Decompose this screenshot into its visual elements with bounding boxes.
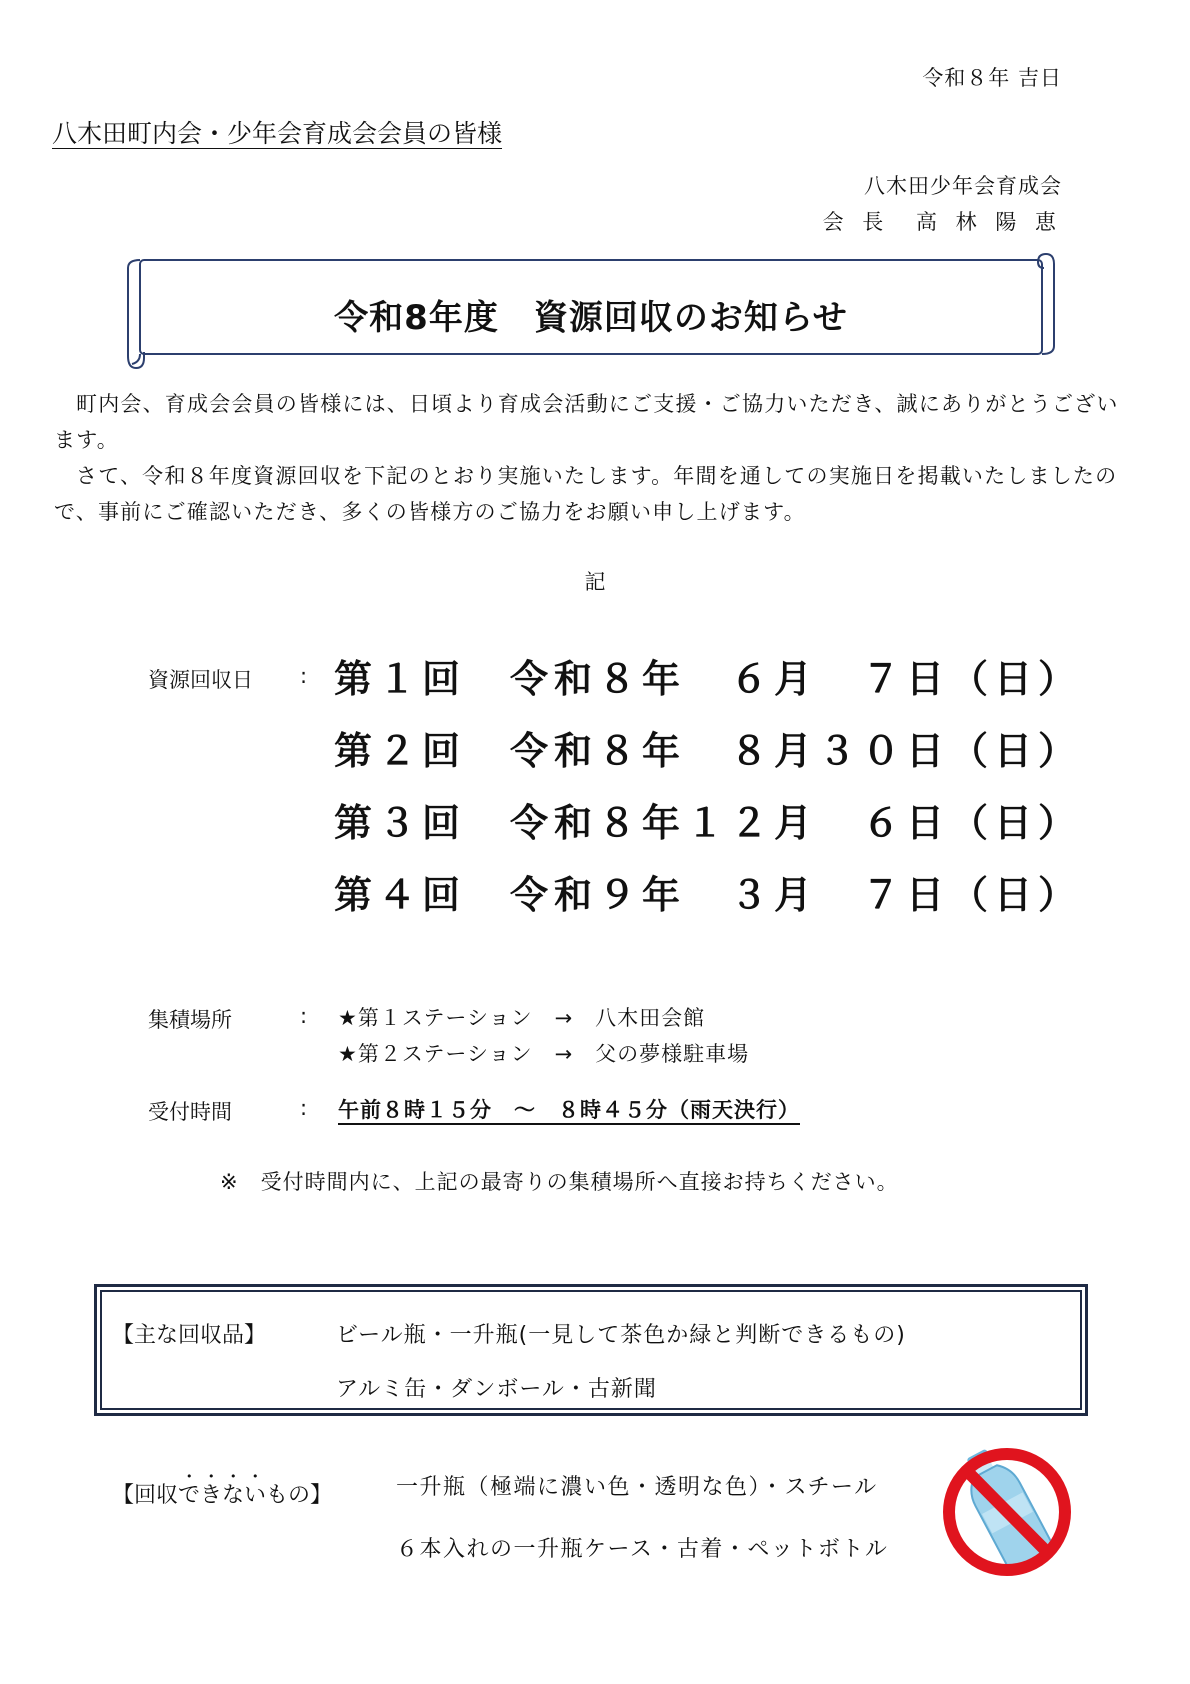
signer-name: 高 林 陽 恵 — [915, 210, 1062, 234]
station-2: ★第２ステーション → 父の夢様駐車場 — [338, 1042, 750, 1066]
not-accepted-line-1: 一升瓶（極端に濃い色・透明な色）・スチール — [396, 1475, 878, 1500]
reception-note: ※ 受付時間内に、上記の最寄りの集積場所へ直接お持ちください。 — [220, 1170, 899, 1194]
not-accepted-label-suffix: もの】 — [266, 1483, 333, 1508]
location-colon: : — [300, 1004, 308, 1028]
reception-time-label: 受付時間 — [148, 1100, 232, 1124]
collection-round-2: 第２回 令和８年 ８月３０日（日） — [334, 729, 1083, 773]
collection-date-colon: : — [300, 664, 308, 688]
not-accepted-label-emphasis: できない — [178, 1483, 267, 1508]
not-accepted-label-prefix: 【回収 — [112, 1483, 179, 1508]
signature-line — [823, 206, 1062, 236]
reception-time-colon: : — [300, 1096, 308, 1120]
main-items-line-2: アルミ缶・ダンボール・古新聞 — [336, 1377, 657, 1402]
intro-paragraph-1: 町内会、育成会会員の皆様には、日頃より育成会活動にご支援・ご協力いただき、誠にありがとうございます。 — [54, 392, 1119, 452]
organization-name: 八木田少年会育成会 — [864, 174, 1062, 198]
ki-heading: 記 — [584, 570, 606, 594]
intro-text — [54, 386, 1140, 530]
no-plastic-bottle-icon — [940, 1440, 1074, 1580]
location-label: 集積場所 — [148, 1008, 232, 1032]
reception-time-value: 午前８時１５分 ～ ８時４５分（雨天決行） — [338, 1098, 800, 1122]
main-items-line-1: ビール瓶・一升瓶(一見して茶色か緑と判断できるもの) — [336, 1323, 906, 1348]
issue-date: 令和８年 吉日 — [922, 66, 1062, 90]
collection-round-4: 第４回 令和９年 ３月 ７日（日） — [334, 873, 1083, 917]
main-items-label: 【主な回収品】 — [112, 1323, 267, 1348]
station-1: ★第１ステーション → 八木田会館 — [338, 1006, 706, 1030]
collection-date-label: 資源回収日 — [148, 668, 253, 692]
not-accepted-line-2: ６本入れの一升瓶ケース・古着・ペットボトル — [396, 1537, 889, 1562]
signer-role: 会 長 — [822, 210, 890, 234]
collection-round-3: 第３回 令和８年１２月 ６日（日） — [334, 801, 1083, 845]
document-title: 令和8年度 資源回収のお知らせ — [334, 298, 848, 338]
not-accepted-label — [112, 1470, 332, 1509]
intro-paragraph-2: さて、令和８年度資源回収を下記のとおり実施いたします。年間を通しての実施日を掲載いたしましたので、事前にご確認いただき、多くの皆様方のご協力をお願い申し上げます。 — [54, 464, 1118, 524]
addressee: 八木田町内会・少年会育成会会員の皆様 — [52, 119, 503, 148]
collection-round-1: 第１回 令和８年 ６月 ７日（日） — [334, 657, 1083, 701]
